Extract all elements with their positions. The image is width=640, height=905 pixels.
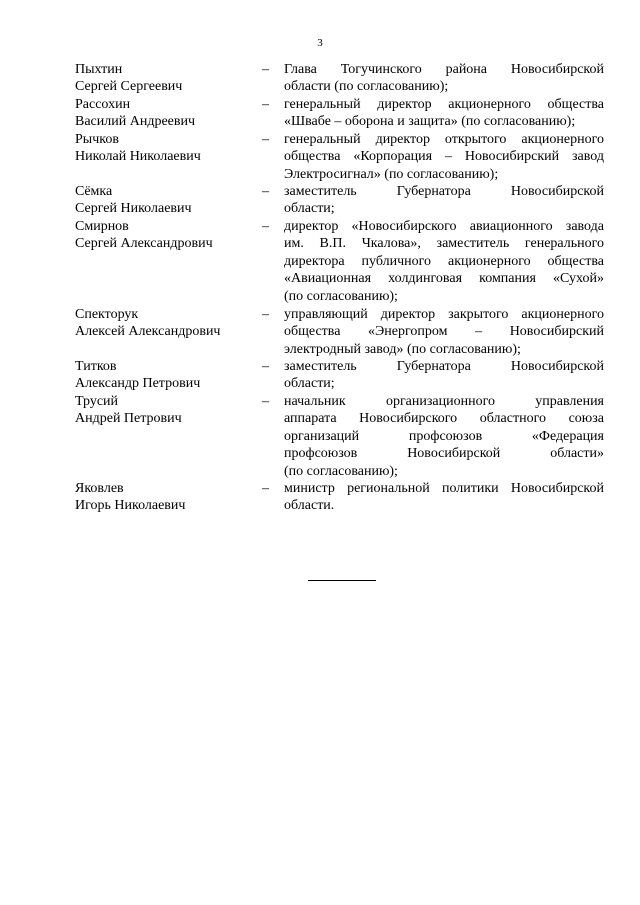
position-line: «Авиационная холдинговая компания «Сухой» — [284, 271, 604, 287]
member-surname: Рассохин — [75, 97, 131, 112]
member-given-name: Василий Андреевич — [75, 114, 196, 130]
dash-separator: – — [262, 184, 269, 199]
member-name — [75, 480, 250, 515]
position-line: «Швабе – оборона и защита» (по согласованию); — [284, 114, 576, 130]
position-line: организаций профсоюзов «Федерация — [284, 428, 604, 444]
position-line: общества «Корпорация – Новосибирский завод — [284, 149, 604, 165]
member-given-name: Сергей Сергеевич — [75, 79, 183, 95]
dash-separator: – — [262, 132, 269, 147]
member-position — [284, 96, 604, 131]
dash-separator: – — [262, 62, 269, 77]
dash-separator: – — [262, 481, 269, 496]
position-line: заместитель Губернатора Новосибирской — [284, 359, 604, 374]
member-position — [284, 306, 604, 358]
position-line: генеральный директор открытого акционерного — [284, 132, 604, 147]
position-line: области (по согласованию); — [284, 79, 449, 95]
position-line: профсоюзов Новосибирской области» — [284, 446, 604, 462]
member-name — [75, 306, 250, 341]
position-line: (по согласованию); — [284, 463, 398, 479]
position-line: начальник организационного управления — [284, 394, 604, 409]
member-given-name: Игорь Николаевич — [75, 498, 186, 514]
position-line: области; — [284, 201, 335, 217]
member-surname: Трусий — [75, 394, 119, 409]
member-given-name: Александр Петрович — [75, 376, 201, 392]
position-line: общества «Энергопром – Новосибирский — [284, 324, 604, 340]
member-name — [75, 131, 250, 166]
dash-separator: – — [262, 307, 269, 322]
position-line: области. — [284, 498, 335, 514]
position-line: директор «Новосибирского авиационного завода — [284, 219, 604, 234]
member-surname: Яковлев — [75, 481, 124, 496]
member-name — [75, 358, 250, 393]
member-surname: Рычков — [75, 132, 119, 147]
position-line: им. В.П. Чкалова», заместитель генерального — [284, 236, 604, 252]
member-position — [284, 61, 604, 96]
member-position — [284, 480, 604, 515]
position-line: министр региональной политики Новосибирской — [284, 481, 604, 496]
member-name — [75, 393, 250, 428]
member-name — [75, 183, 250, 218]
closing-rule — [308, 580, 376, 581]
dash-separator: – — [262, 359, 269, 374]
position-line: аппарата Новосибирского областного союза — [284, 411, 604, 427]
dash-separator: – — [262, 97, 269, 112]
member-surname: Смирнов — [75, 219, 129, 234]
position-line: заместитель Губернатора Новосибирской — [284, 184, 604, 199]
member-surname: Пыхтин — [75, 62, 123, 77]
member-given-name: Андрей Петрович — [75, 411, 182, 427]
member-given-name: Алексей Александрович — [75, 324, 221, 340]
member-given-name: Сергей Александрович — [75, 236, 213, 252]
member-name — [75, 218, 250, 253]
member-position — [284, 183, 604, 218]
member-name — [75, 61, 250, 96]
member-name — [75, 96, 250, 131]
member-position — [284, 131, 604, 183]
position-line: генеральный директор акционерного общества — [284, 97, 604, 112]
position-line: Электросигнал» (по согласованию); — [284, 166, 499, 182]
dash-separator: – — [262, 394, 269, 409]
member-surname: Титков — [75, 359, 117, 374]
member-given-name: Сергей Николаевич — [75, 201, 192, 217]
member-position — [284, 393, 604, 480]
position-line: области; — [284, 376, 335, 392]
member-position — [284, 218, 604, 305]
position-line: Глава Тогучинского района Новосибирской — [284, 62, 604, 77]
position-line: (по согласованию); — [284, 288, 398, 304]
member-position — [284, 358, 604, 393]
position-line: директора публичного акционерного общества — [284, 253, 604, 269]
member-given-name: Николай Николаевич — [75, 149, 201, 165]
position-line: управляющий директор закрытого акционерного — [284, 307, 604, 322]
page-number: 3 — [317, 37, 323, 49]
position-line: электродный завод» (по согласованию); — [284, 341, 521, 357]
dash-separator: – — [262, 219, 269, 234]
member-surname: Спекторук — [75, 307, 139, 322]
member-surname: Сёмка — [75, 184, 113, 199]
